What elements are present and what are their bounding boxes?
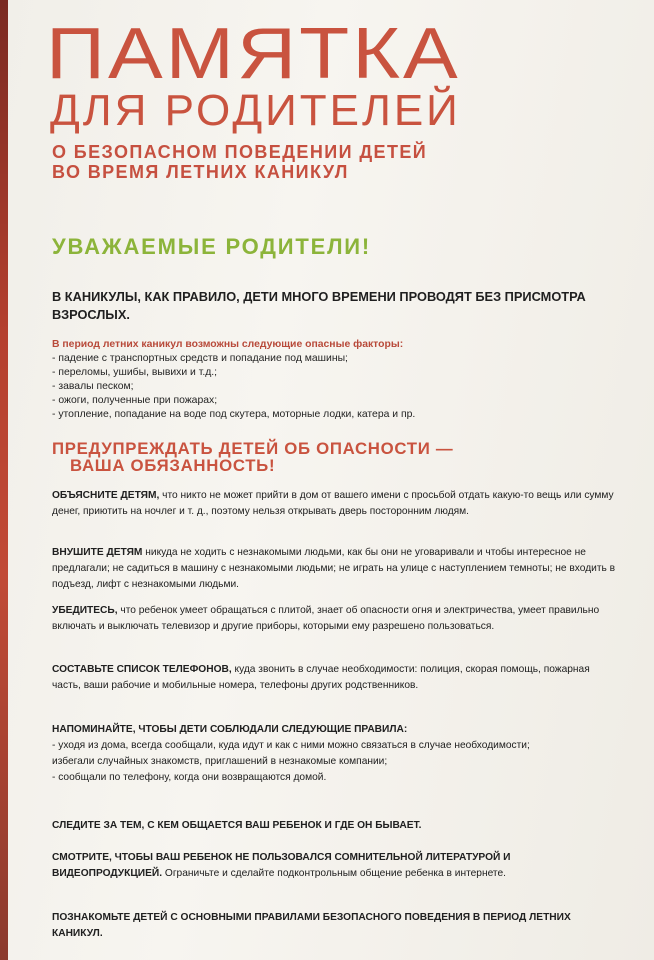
intro-text: В КАНИКУЛЫ, КАК ПРАВИЛО, ДЕТИ МНОГО ВРЕМЕНИ ПРОВОДЯТ БЕЗ ПРИСМОТРА ВЗРОСЛЫХ. [52,289,586,322]
rule-item: избегали случайных знакомств, приглашений в незнакомые компании; [52,756,388,767]
paragraph-text: что ребенок умеет обращаться с плитой, знает об опасности огня и электричества, умеет правильно включать и выключать телевизор и другие приборы, которыми ему разрешено пользоваться. [52,605,600,632]
media-lead: СМОТРИТЕ, ЧТОБЫ ВАШ РЕБЕНОК НЕ ПОЛЬЗОВАЛСЯ СОМНИТЕЛЬНОЙ ЛИТЕРАТУРОЙ И ВИДЕОПРОДУКЦИЕЙ. [52,852,511,879]
dangers-lead: В период летних каникул возможны следующие опасные факторы: [52,339,404,350]
paragraph-instill [52,545,616,593]
warning-line1: ПРЕДУПРЕЖДАТЬ ДЕТЕЙ ОБ ОПАСНОСТИ — [52,439,454,458]
dangers-block [52,338,612,422]
paragraph-ensure [52,603,616,635]
greeting-heading: УВАЖАЕМЫЕ РОДИТЕЛИ! [52,234,372,259]
paragraph-text: куда звонить в случае необходимости: полиция, скорая помощь, пожарная часть, ваши рабочие и мобильные номера, телефоны других родственников. [52,664,590,691]
paragraph-explain [52,488,616,520]
media-paragraph [52,850,616,882]
memo-topic [52,142,427,182]
danger-item: - ожоги, полученные при пожарах; [52,395,218,406]
memo-topic-line1: О БЕЗОПАСНОМ ПОВЕДЕНИИ ДЕТЕЙ [52,142,428,162]
media-text: Ограничьте и сделайте подконтрольным общение ребенка в интернете. [162,868,506,879]
danger-item: - утопление, попадание на воде под скутера, моторные лодки, катера и пр. [52,409,416,420]
paragraph-phones [52,662,616,694]
danger-item: - падение с транспортных средств и попадание под машины; [52,353,348,364]
rules-lead: НАПОМИНАЙТЕ, ЧТОБЫ ДЕТИ СОБЛЮДАЛИ СЛЕДУЮЩИЕ ПРАВИЛА: [52,724,408,735]
warning-heading [52,440,612,474]
paragraph-lead: ОБЪЯСНИТЕ ДЕТЯМ, [52,490,160,501]
memo-topic-line2: ВО ВРЕМЯ ЛЕТНИХ КАНИКУЛ [52,162,349,182]
rule-item: - уходя из дома, всегда сообщали, куда идут и как с ними можно связаться в случае необходимости; [52,740,530,751]
rules-block [52,722,616,786]
paragraph-lead: ВНУШИТЕ ДЕТЯМ [52,547,143,558]
watch-text: СЛЕДИТЕ ЗА ТЕМ, С КЕМ ОБЩАЕТСЯ ВАШ РЕБЕНОК И ГДЕ ОН БЫВАЕТ. [52,820,422,831]
final-text: ПОЗНАКОМЬТЕ ДЕТЕЙ С ОСНОВНЫМИ ПРАВИЛАМИ БЕЗОПАСНОГО ПОВЕДЕНИЯ В ПЕРИОД ЛЕТНИХ КАНИКУЛ. [52,912,571,939]
paragraph-lead: СОСТАВЬТЕ СПИСОК ТЕЛЕФОНОВ, [52,664,232,675]
left-red-strip [0,0,8,960]
rule-item: - сообщали по телефону, когда они возвращаются домой. [52,772,327,783]
danger-item: - переломы, ушибы, вывихи и т.д.; [52,367,218,378]
memo-subtitle: ДЛЯ РОДИТЕЛЕЙ [50,86,461,135]
warning-line2: ВАША ОБЯЗАННОСТЬ! [70,456,276,475]
rules-list [52,738,616,786]
paragraph-text: никуда не ходить с незнакомыми людьми, как бы они не уговаривали и чтобы интересное не предлагали; не садиться в машину с незнакомыми людьми; не играть на улице с наступлением темноты; не входить в подъезд, лифт с незнакомыми людьми. [52,547,616,590]
paragraph-lead: УБЕДИТЕСЬ, [52,605,118,616]
danger-item: - завалы песком; [52,381,134,392]
paragraph-text: что никто не может прийти в дом от вашего имени с просьбой отдать какую-то вещь или сумму денег, приютить на ночлег и т. д., поэтому нельзя открывать дверь посторонним людям. [52,490,614,517]
memo-title: ПАМЯТКА [46,13,461,94]
